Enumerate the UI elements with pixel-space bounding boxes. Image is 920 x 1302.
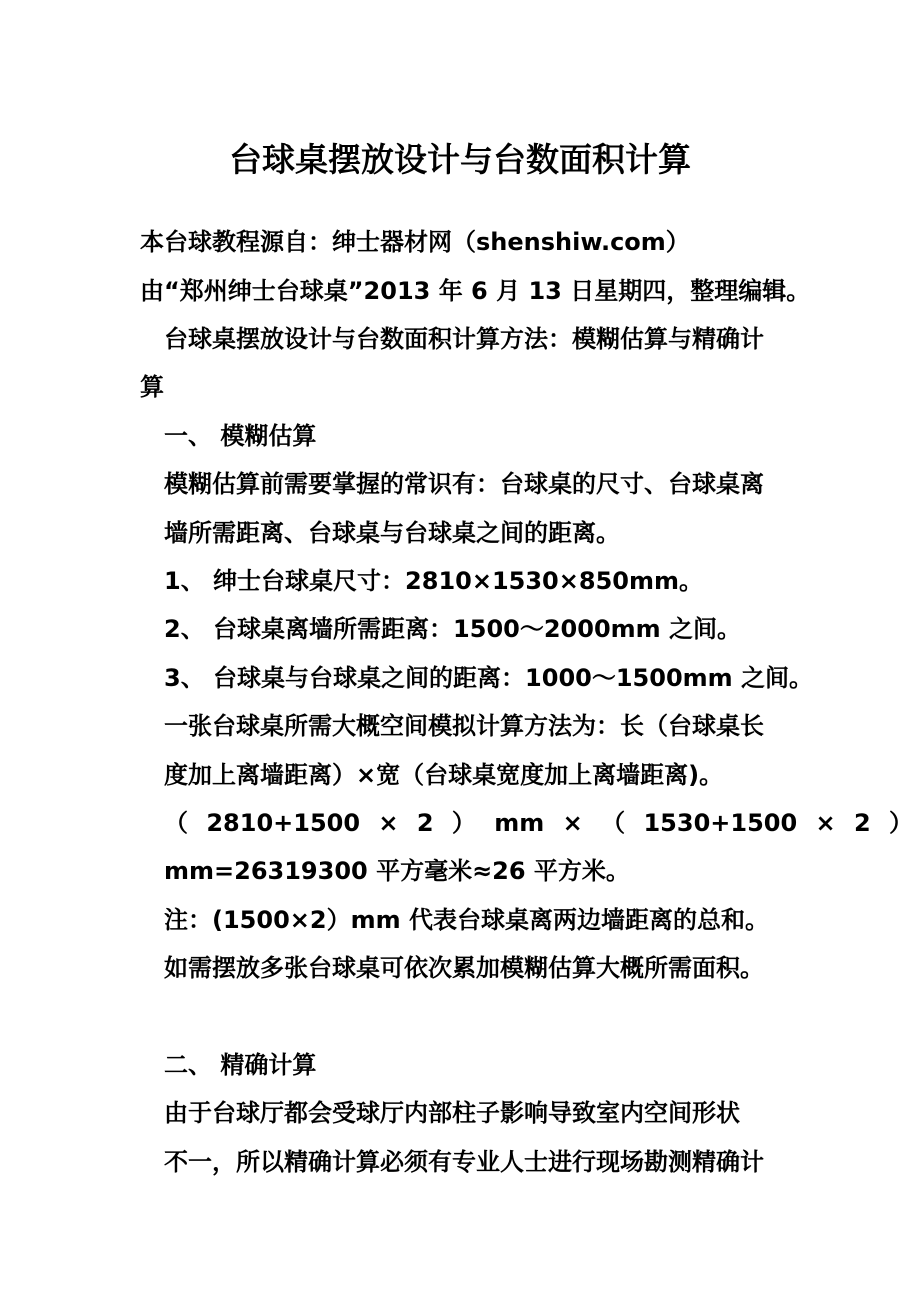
intro-paragraph-line: 台球桌摆放设计与台数面积计算方法：模糊估算与精确计 bbox=[164, 325, 764, 353]
paragraph-line: 度加上离墙距离）×宽（台球桌宽度加上离墙距离)。 bbox=[164, 761, 724, 789]
source-line: 本台球教程源自：绅士器材网（shenshiw.com） bbox=[140, 228, 690, 256]
paragraph-line: 由于台球厅都会受球厅内部柱子影响导致室内空间形状 bbox=[164, 1099, 740, 1127]
paragraph-line: 一张台球桌所需大概空间模拟计算方法为：长（台球桌长 bbox=[164, 712, 764, 740]
list-item-3: 3、 台球桌与台球桌之间的距离：1000～1500mm 之间。 bbox=[164, 664, 814, 692]
section-heading-rough-estimate: 一、 模糊估算 bbox=[164, 422, 317, 450]
list-item-1: 1、 绅士台球桌尺寸：2810×1530×850mm。 bbox=[164, 567, 703, 595]
note-line: 注：(1500×2）mm 代表台球桌离两边墙距离的总和。 bbox=[164, 906, 769, 934]
paragraph-line: 模糊估算前需要掌握的常识有：台球桌的尺寸、台球桌离 bbox=[164, 470, 764, 498]
formula-line: （ 2810+1500 × 2 ） mm × （ 1530+1500 × 2 ） bbox=[164, 809, 914, 837]
intro-paragraph-line: 算 bbox=[140, 373, 164, 401]
paragraph-line: 如需摆放多张台球桌可依次累加模糊估算大概所需面积。 bbox=[164, 954, 764, 982]
paragraph-line: 墙所需距离、台球桌与台球桌之间的距离。 bbox=[164, 519, 620, 547]
compiled-by-line: 由“郑州绅士台球桌”2013 年 6 月 13 日星期四，整理编辑。 bbox=[140, 277, 811, 305]
section-heading-precise-calc: 二、 精确计算 bbox=[164, 1051, 317, 1079]
formula-result-line: mm=26319300 平方毫米≈26 平方米。 bbox=[164, 857, 630, 885]
list-item-2: 2、 台球桌离墙所需距离：1500～2000mm 之间。 bbox=[164, 615, 742, 643]
document-title: 台球桌摆放设计与台数面积计算 bbox=[229, 140, 691, 179]
paragraph-line: 不一，所以精确计算必须有专业人士进行现场勘测精确计 bbox=[164, 1148, 764, 1176]
